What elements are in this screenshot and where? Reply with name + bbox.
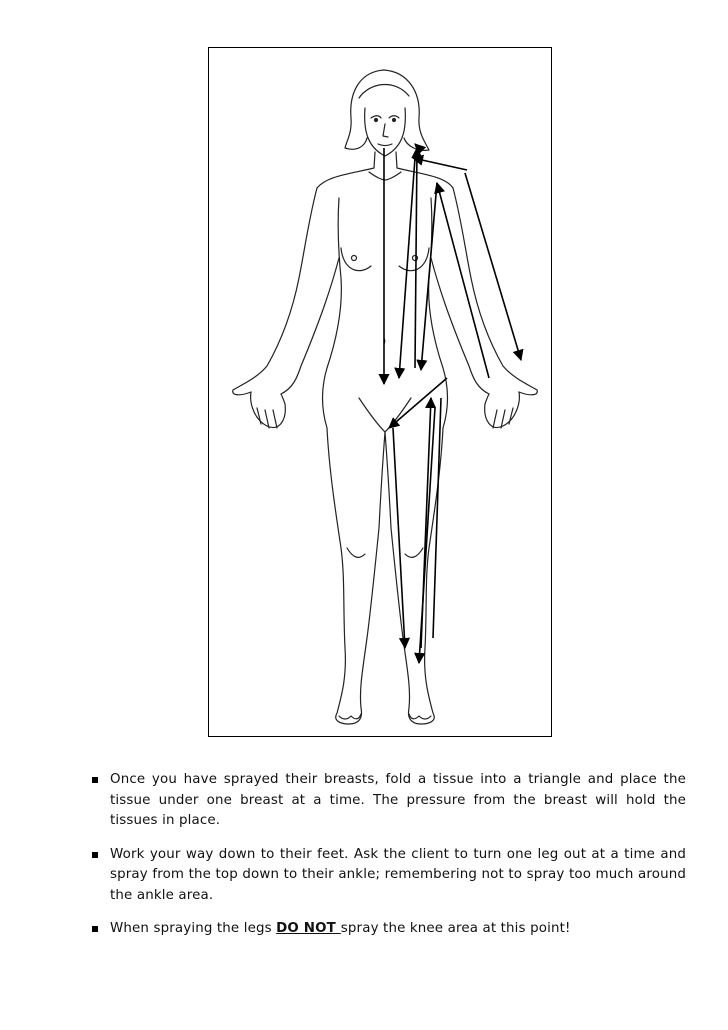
instruction-item-legs xyxy=(92,845,686,907)
bullet-icon xyxy=(92,926,98,932)
instruction-list xyxy=(92,770,686,953)
instruction-item-tissue xyxy=(92,770,686,832)
instruction-text-before: When spraying the legs xyxy=(110,921,277,936)
instruction-item-knee-warning xyxy=(92,919,686,940)
body-diagram-frame xyxy=(208,47,552,737)
instruction-text: Once you have sprayed their breasts, fold a tissue into a triangle and place the tissue under one breast at a time. The pressure from the breast will hold the tissues in place. xyxy=(110,772,686,828)
bullet-icon xyxy=(92,852,98,858)
instruction-text-after: spray the knee area at this point! xyxy=(340,921,571,936)
bullet-icon xyxy=(92,777,98,783)
instruction-text: Work your way down to their feet. Ask the client to turn one leg out at a time and spray from the top down to their ankle; remembering not to spray too much around the ankle area. xyxy=(110,846,686,903)
female-body-outline-icon xyxy=(209,48,553,738)
do-not-emphasis: DO NOT xyxy=(276,921,341,936)
